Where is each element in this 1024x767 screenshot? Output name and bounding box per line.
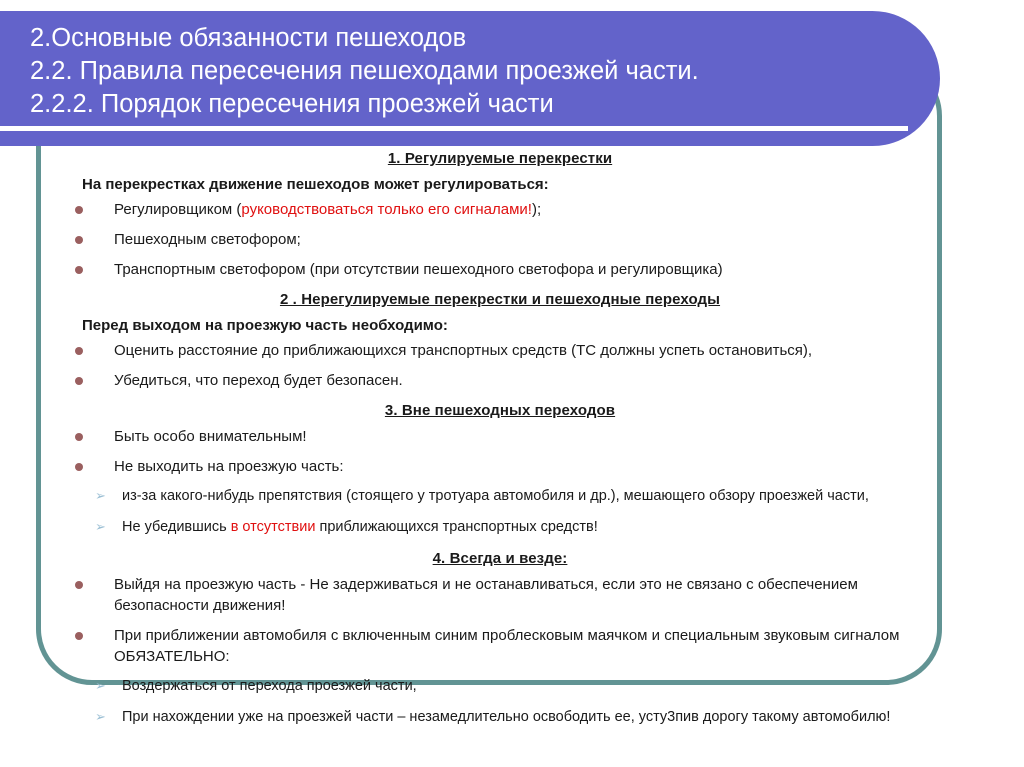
- bullet-list: [60, 574, 940, 667]
- item-text-highlight: в отсутствии: [230, 519, 316, 535]
- sub-list-item: [60, 517, 940, 538]
- sub-bullet-list: [60, 676, 940, 728]
- section-heading: 1. Регулируемые перекрестки: [387, 150, 613, 167]
- section-1: [60, 148, 940, 280]
- item-text: При нахождении уже на проезжей части – незамедлительно освободить ее, усту3пив дорогу такому автомобилю!: [122, 709, 891, 725]
- item-text: Убедиться, что переход будет безопасен.: [114, 372, 403, 389]
- section-lead: Перед выходом на проезжую часть необходимо:: [82, 317, 448, 334]
- item-text: Не выходить на проезжую часть:: [114, 458, 344, 475]
- list-item: [60, 229, 940, 250]
- sub-list-item: [60, 707, 940, 728]
- section-4: [60, 548, 940, 728]
- list-item: [60, 199, 940, 220]
- item-text: из-за какого-нибудь препятствия (стоящего у тротуара автомобиля и др.), мешающего обзору проезжей части,: [122, 488, 869, 504]
- item-text-tail: );: [531, 201, 542, 218]
- item-text: При приближении автомобиля с включенным синим проблесковым маячком и специальным звуковым сигналом ОБЯЗАТЕЛЬНО:: [114, 627, 900, 665]
- sub-list-item: [60, 486, 940, 507]
- list-item: [60, 625, 940, 667]
- list-item: [60, 456, 940, 477]
- title-underline-rule: [0, 126, 908, 131]
- item-text: Воздержаться от перехода проезжей части,: [122, 678, 417, 694]
- item-text-highlight: руководствоваться только его сигналами!: [241, 201, 532, 218]
- sub-list-item: [60, 676, 940, 697]
- item-text: Регулировщиком (: [114, 201, 242, 218]
- item-text-tail: приближающихся транспортных средств!: [315, 519, 598, 535]
- item-text: Транспортным светофором (при отсутствии пешеходного светофора и регулировщика): [114, 261, 723, 278]
- item-text: Выйдя на проезжую часть - Не задерживаться и не останавливаться, если это не связано с обеспечением безопасности движения!: [114, 576, 858, 614]
- list-item: [60, 259, 940, 280]
- section-3: [60, 400, 940, 538]
- section-heading: 4. Всегда и везде:: [432, 550, 568, 567]
- item-text: Быть особо внимательным!: [114, 428, 307, 445]
- title-line-3: 2.2.2. Порядок пересечения проезжей части: [30, 90, 554, 118]
- section-heading: 3. Вне пешеходных переходов: [384, 402, 616, 419]
- list-item: [60, 340, 940, 361]
- list-item: [60, 574, 940, 616]
- section-2: [60, 289, 940, 391]
- item-text: Оценить расстояние до приближающихся транспортных средств (ТС должны успеть остановиться),: [114, 342, 813, 359]
- list-item: [60, 370, 940, 391]
- slide-body: [60, 148, 940, 738]
- section-lead: На перекрестках движение пешеходов может регулироваться:: [82, 176, 549, 193]
- bullet-list: [60, 199, 940, 280]
- list-item: [60, 426, 940, 447]
- title-line-2: 2.2. Правила пересечения пешеходами проезжей части.: [30, 57, 699, 85]
- sub-bullet-list: [60, 486, 940, 538]
- item-text: Не убедившись: [122, 519, 231, 535]
- item-text: Пешеходным светофором;: [114, 231, 301, 248]
- bullet-list: [60, 340, 940, 391]
- title-line-1: 2.Основные обязанности пешеходов: [30, 24, 467, 52]
- section-heading: 2 . Нерегулируемые перекрестки и пешеходные переходы: [279, 291, 721, 308]
- page-title: [30, 22, 910, 121]
- bullet-list: [60, 426, 940, 477]
